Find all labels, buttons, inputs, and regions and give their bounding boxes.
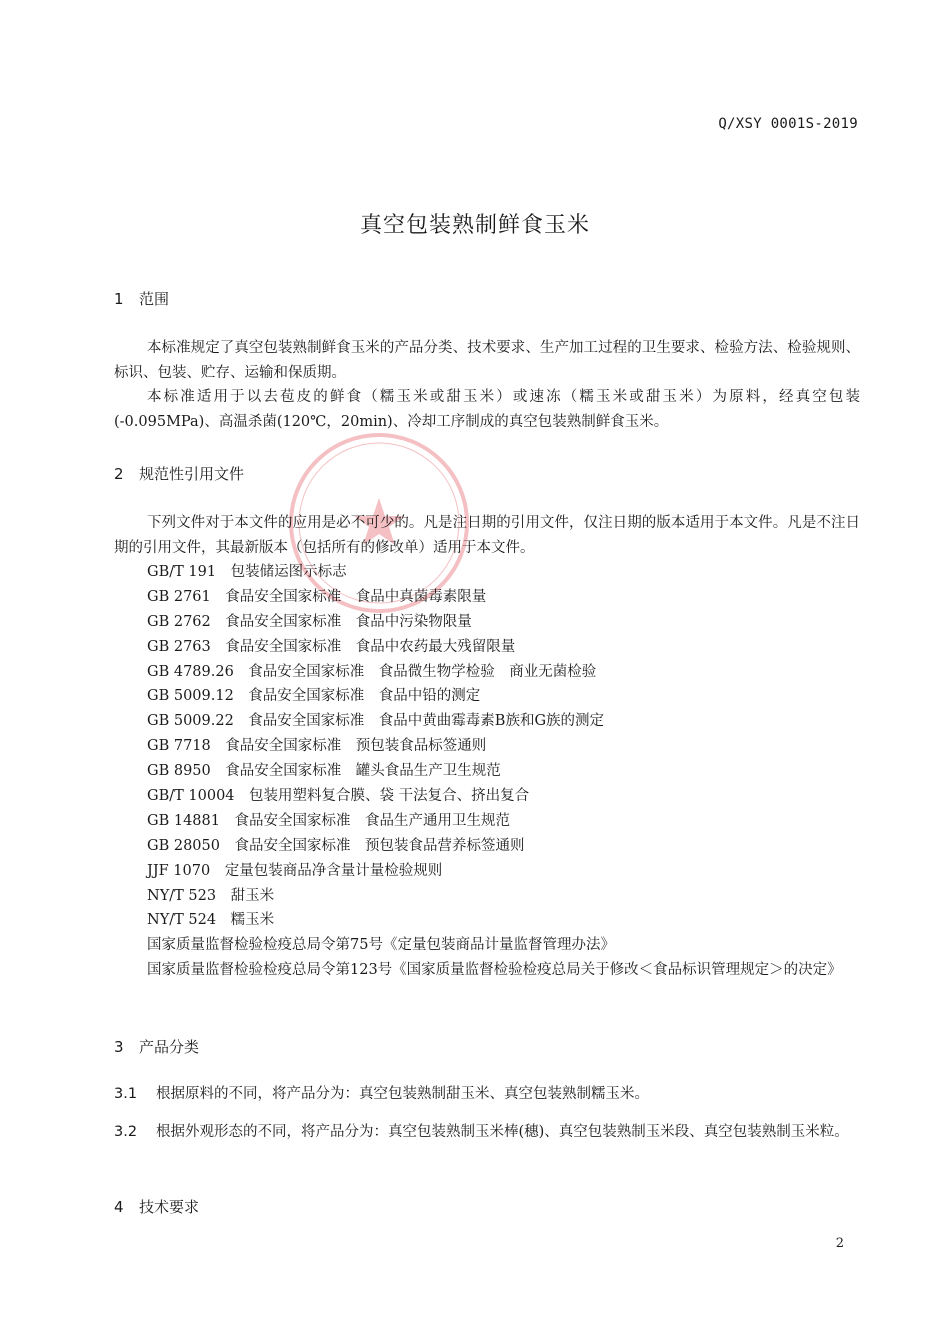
reference-item: GB 5009.12 食品安全国家标准 食品中铅的测定	[147, 688, 481, 705]
reference-item: GB/T 191 包装储运图示标志	[147, 564, 347, 580]
section-title: 产品分类	[139, 1038, 200, 1056]
clause-number: 3.2	[114, 1124, 138, 1140]
document-title: 真空包装熟制鲜食玉米	[359, 213, 590, 238]
section-number: 4	[114, 1198, 124, 1216]
reference-item: 国家质量监督检验检疫总局令第123号《国家质量监督检验检疫总局关于修改＜食品标识管理规定＞的决定》	[147, 962, 842, 979]
clause-3-1	[114, 1082, 860, 1107]
clause-text: 根据外观形态的不同，将产品分为：真空包装熟制玉米棒(穗)、真空包装熟制玉米段、真空包装熟制玉米粒。	[156, 1124, 849, 1140]
references-intro: 下列文件对于本文件的应用是必不可少的。凡是注日期的引用文件，仅注日期的版本适用于本文件。凡是不注日期的引用文件，其最新版本（包括所有的修改单）适用于本文件。	[114, 515, 860, 556]
section-title: 技术要求	[139, 1198, 200, 1216]
section-title: 规范性引用文件	[139, 465, 245, 483]
reference-item: NY/T 524 糯玉米	[147, 912, 275, 929]
reference-item: GB/T 10004 包装用塑料复合膜、袋 干法复合、挤出复合	[147, 788, 530, 805]
reference-item: GB 2763 食品安全国家标准 食品中农药最大残留限量	[147, 638, 516, 655]
section-4-heading	[114, 1196, 199, 1217]
reference-item: GB 4789.26 食品安全国家标准 食品微生物学检验 商业无菌检验	[147, 663, 597, 680]
section-2-heading	[114, 463, 244, 484]
clause-3-2	[114, 1120, 860, 1145]
reference-item: 国家质量监督检验检疫总局令第75号《定量包装商品计量监督管理办法》	[147, 937, 615, 954]
reference-list	[147, 560, 860, 983]
reference-item: GB 7718 食品安全国家标准 预包装食品标签通则	[147, 738, 487, 755]
section-number: 2	[114, 465, 124, 483]
clause-text: 根据原料的不同，将产品分为：真空包装熟制甜玉米、真空包装熟制糯玉米。	[156, 1086, 649, 1102]
reference-item: JJF 1070 定量包装商品净含量计量检验规则	[147, 862, 443, 879]
reference-item: GB 14881 食品安全国家标准 食品生产通用卫生规范	[147, 812, 510, 829]
clause-number: 3.1	[114, 1086, 138, 1102]
document-code: Q/XSY 0001S-2019	[718, 116, 858, 132]
reference-item: GB 28050 食品安全国家标准 预包装食品营养标签通则	[147, 837, 525, 854]
scope-paragraph-2: 本标准适用于以去苞皮的鲜食（糯玉米或甜玉米）或速冻（糯玉米或甜玉米）为原料，经真空包装(-0.095MPa)、高温杀菌(120℃，20min)、冷却工序制成的真空包装熟制鲜食玉米。	[114, 389, 860, 430]
section-3-heading	[114, 1036, 199, 1057]
reference-item: GB 5009.22 食品安全国家标准 食品中黄曲霉毒素B族和G族的测定	[147, 713, 605, 730]
section-number: 1	[114, 290, 124, 308]
reference-item: NY/T 523 甜玉米	[147, 887, 275, 904]
section-title: 范围	[139, 290, 170, 308]
section-1-heading	[114, 288, 169, 309]
scope-paragraph-1: 本标准规定了真空包装熟制鲜食玉米的产品分类、技术要求、生产加工过程的卫生要求、检验方法、检验规则、标识、包装、贮存、运输和保质期。	[114, 340, 860, 381]
section-number: 3	[114, 1038, 124, 1056]
page-number: 2	[835, 1236, 844, 1251]
reference-item: GB 8950 食品安全国家标准 罐头食品生产卫生规范	[147, 763, 501, 780]
reference-item: GB 2762 食品安全国家标准 食品中污染物限量	[147, 613, 472, 630]
reference-item: GB 2761 食品安全国家标准 食品中真菌毒素限量	[147, 588, 487, 605]
